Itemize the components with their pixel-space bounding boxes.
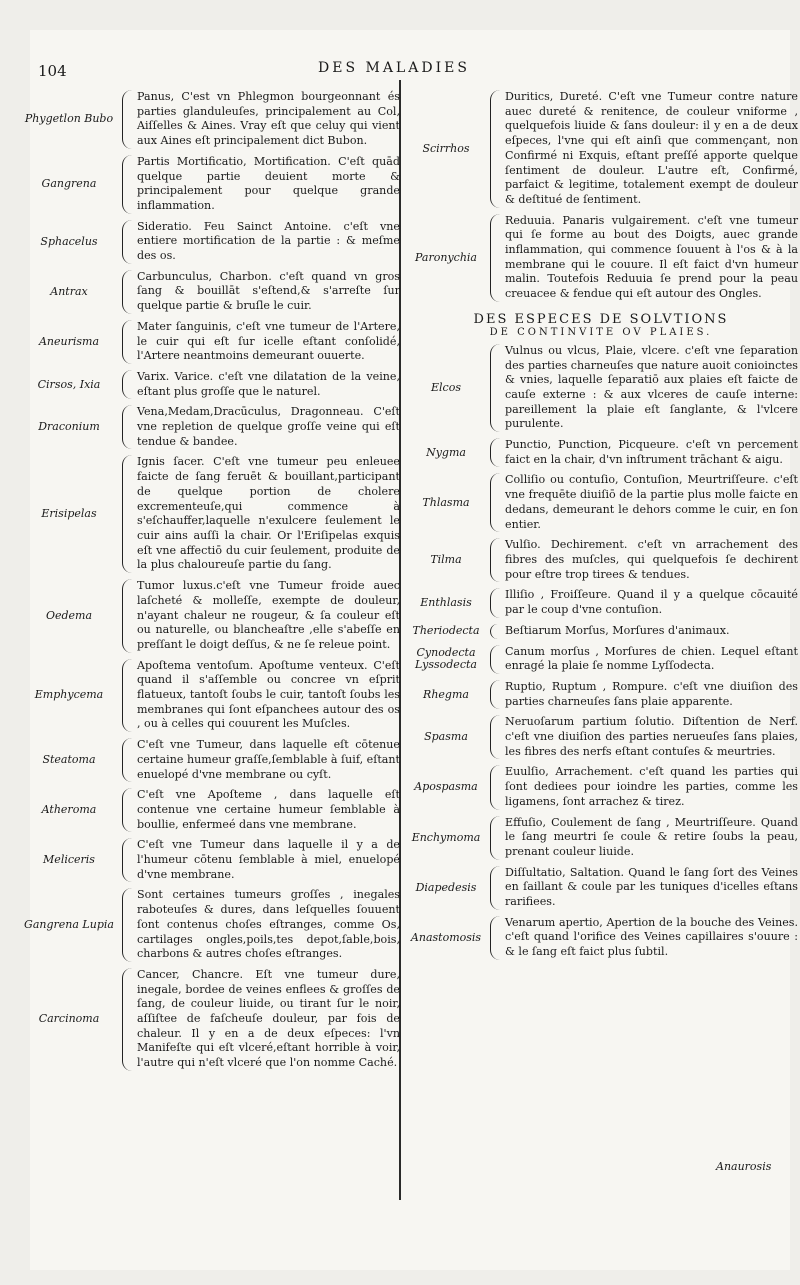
entry-definition: Tumor luxus.c'eſt vne Tumeur froide auec laſcheté & molleſſe, exempte de douleur, n'ayant chaleur ne rougeur, & ſa couleur eſt ou naturelle, ou blancheaſtre ,elle s'abeſſe en preſſant le doigt deſſus, & ne ſe releue point. [137, 579, 400, 651]
entry-definition: Partis Mortificatio, Mortification. C'eſt quād quelque partie deuient morte & principalement pour quelque grande inflammation. [137, 154, 400, 212]
entry-definition: Punctio, Punction, Picqueure. c'eſt vn percement faict en la chair, d'vn inſtrument trāchant & aigu. [505, 438, 798, 466]
brace-mark [122, 579, 133, 653]
glossary-entry [404, 538, 798, 582]
entry-definition: Reduuia. Panaris vulgairement. c'eſt vne tumeur qui ſe forme au bout des Doigts, auec grande inflammation, qui commence ſouuent à l'os & à la membrane qui le couure. Il eſt faict d'vn humeur malin. Toutefois Reduuia ſe prend pour la peau creuacee & fendue qui eſt autour des Ongles. [505, 213, 798, 301]
entry-definition: Effuſio, Coulement de ſang , Meurtriſſeure. Quand le ſang meurtri ſe coule & retire ſoubs la peau, prenant couleur liuide. [505, 815, 798, 858]
entry-term: Enchymoma [411, 830, 481, 844]
glossary-entry [404, 473, 798, 532]
entry-definition: C'eſt vne Apoſteme , dans laquelle eſt contenue vne certaine humeur ſemblable à boullie, enfermeé dans vne membrane. [137, 788, 400, 831]
entry-definition: Panus, C'est vn Phlegmon bourgeonnant és parties glanduleuſes, principalement au Col, Aiſſelles & Aines. Vray eſt que celuy qui vient aux Aines eſt principalement dict Bubon. [137, 90, 400, 148]
entry-term: Thlasma [422, 495, 470, 509]
section-subtitle: DE CONTINVITE OV PLAIES. [489, 326, 713, 338]
glossary-entry [18, 888, 400, 962]
entry-term: Erisipelas [41, 507, 97, 521]
entry-definition: Beſtiarum Morſus, Morſures d'animaux. [505, 623, 730, 637]
entry-definition: Vulnus ou vlcus, Plaie, vlcere. c'eſt vne ſeparation des parties charneuſes que nature auoit conioinctes & vnies, laquelle ſeparatiō aux plaies eſt faicte de cauſe externe : & aux vlceres de cauſe interne: pareillement la plaie eſt ſanglante, & l'vlcere purulente. [505, 343, 798, 431]
entry-term: Emphycema [34, 688, 104, 702]
entry-definition: Mater ſanguinis, c'eſt vne tumeur de l'Artere, le cuir qui eſt ſur icelle eſtant conſolidé, l'Artere neantmoins demeurant ouuerte. [137, 319, 400, 363]
entry-definition: Vena,Medam,Dracūculus, Dragonneau. C'eſt vne repletion de quelque groſſe veine qui eſt tendue & bandee. [137, 405, 400, 448]
brace-mark [490, 214, 501, 302]
brace-mark [490, 90, 501, 208]
brace-mark [490, 538, 501, 582]
glossary-entry [18, 270, 400, 314]
glossary-entry [18, 220, 400, 264]
entry-definition: Venarum apertio, Apertion de la bouche des Veines. c'eſt quand l'orifice des Veines capillaires s'ouure : & le ſang eſt faict plus ſubtil. [505, 915, 798, 959]
brace-mark [490, 588, 501, 617]
brace-mark [490, 916, 501, 960]
entry-term: Cynodecta Lyssodecta [415, 646, 477, 672]
glossary-entry [404, 624, 798, 639]
left-column [18, 90, 400, 1077]
right-column [404, 90, 798, 966]
entry-definition: Diſſultatio, Saltation. Quand le ſang ſort des Veines en ſaillant & coule par les tuniques d'icelles eſtans rarifiees. [505, 865, 798, 909]
brace-mark [490, 344, 501, 432]
brace-mark [122, 968, 133, 1071]
glossary-entry [18, 659, 400, 733]
glossary-entry [404, 715, 798, 759]
entry-definition: Vulſio. Dechirement. c'eſt vn arrachement des fibres des muſcles, qui quelquefois ſe dechirent pour eſtre trop tirees & tendues. [505, 538, 798, 581]
brace-mark [490, 765, 501, 809]
brace-mark [490, 438, 501, 467]
glossary-entry [18, 155, 400, 214]
entry-term: Draconium [38, 420, 100, 434]
catchword: Anaurosis [716, 1160, 772, 1173]
entry-term: Apospasma [414, 780, 478, 794]
glossary-entry [18, 370, 400, 399]
brace-mark [490, 473, 501, 532]
entry-term: Enthlasis [420, 596, 472, 610]
entry-term: Oedema [45, 608, 93, 622]
glossary-entry [18, 968, 400, 1071]
glossary-entry [18, 738, 400, 782]
glossary-entry [404, 344, 798, 432]
brace-mark [122, 320, 133, 364]
glossary-entry [18, 455, 400, 573]
glossary-entry [18, 788, 400, 832]
brace-mark [490, 645, 501, 674]
glossary-entry [404, 214, 798, 302]
glossary-entry [404, 680, 798, 709]
brace-mark [122, 738, 133, 782]
entry-term: Cirsos, Ixia [37, 377, 101, 391]
glossary-entry [18, 579, 400, 653]
entry-term: Rhegma [423, 687, 469, 701]
brace-mark [490, 816, 501, 860]
entry-definition: Sideratio. Feu Sainct Antoine. c'eſt vne entiere mortification de la partie : & meſme des os. [137, 219, 400, 263]
glossary-entry [404, 438, 798, 467]
entry-definition: Colliſio ou contuſio, Contuſion, Meurtriſſeure. c'eſt vne frequēte diuiſiō de la partie plus molle faicte en dedans, demeurant le dehors comme le cuir, en ſon entier. [505, 473, 798, 531]
brace-mark [122, 405, 133, 449]
brace-mark [490, 715, 501, 759]
entry-definition: Apoſtema ventoſum. Apoſtume venteux. C'eſt quand il s'aſſemble ou concree vn eſprit flatueux, tantoſt ſoubs le cuir, tantoſt ſoubs les membranes qui ſont eſpanchees autour des os , ou à celles qui couurent les Muſcles. [137, 658, 400, 731]
brace-mark [122, 838, 133, 882]
entry-term: Spasma [424, 730, 468, 744]
entry-term: Atheroma [41, 803, 97, 817]
glossary-entry [404, 916, 798, 960]
glossary-entry [404, 866, 798, 910]
entry-term: Tilma [430, 553, 462, 567]
right-entries-top [404, 90, 798, 302]
entry-definition: Carbunculus, Charbon. c'eſt quand vn gros ſang & bouillāt s'eſtend,& s'arreſte ſur quelque partie & bruſle le cuir. [137, 269, 400, 313]
glossary-entry [404, 816, 798, 860]
glossary-entry [404, 588, 798, 617]
glossary-entry [18, 405, 400, 449]
entry-definition: C'eſt vne Tumeur, dans laquelle eſt cōtenue certaine humeur graſſe,ſemblable à ſuif, eſtant enuelopé d'vne membrane ou cyſt. [137, 738, 400, 781]
glossary-entry [18, 90, 400, 149]
brace-mark [122, 659, 133, 733]
entry-definition: Euulſio, Arrachement. c'eſt quand les parties qui ſont dediees pour ioindre les parties, comme les ligamens, ſont arrachez & tirez. [505, 765, 798, 808]
brace-mark [122, 90, 133, 149]
entry-definition: Ignis ſacer. C'eſt vne tumeur peu enleuee faicte de ſang feruēt & bouillant,participant de quelque portion de cholere excrementeuſe,qui commence à s'eſchauffer,laquelle n'exulcere ſeulement le cuir ains auſſi la chair. Or l'Eriſipelas exquis eſt vne affectiō du cuir ſeulement, produite de la plus chaloureuſe partie du ſang. [137, 455, 400, 572]
entry-term: Aneurisma [38, 334, 100, 348]
entry-term: Anastomosis [410, 930, 482, 944]
glossary-entry [404, 645, 798, 674]
brace-mark [122, 220, 133, 264]
section-title: DES ESPECES DE SOLVTIONS [473, 311, 729, 327]
brace-mark [122, 888, 133, 962]
entry-definition: Duritics, Dureté. C'eſt vne Tumeur contre nature auec dureté & renitence, de couleur vniforme , quelquefois liuide & ſans douleur: il y en a de deux eſpeces, l'vne qui eſt ainſi que commençant, non Confirmé ni Exquis, eſtant preſſé apporte quelque ſentiment de douleur. L'autre eſt, Confirmé, parfaict & legitime, totalement exempt de douleur & deſtitué de ſentiment. [505, 90, 798, 206]
entry-term: Meliceris [43, 853, 95, 867]
entry-term: Diapedesis [415, 880, 477, 894]
brace-mark [122, 270, 133, 314]
entry-definition: Canum morſus , Morſures de chien. Lequel eſtant enragé la plaie ſe nomme Lyſſodecta. [505, 644, 798, 673]
entry-term: Scirrhos [422, 141, 470, 155]
page-number: 104 [38, 62, 67, 80]
entry-definition: Varix. Varice. c'eſt vne dilatation de la veine, eſtant plus groſſe que le naturel. [137, 369, 400, 398]
entry-term: Nygma [426, 445, 466, 459]
entry-term: Elcos [431, 380, 461, 394]
brace-mark [122, 788, 133, 832]
entry-term: Gangrena Lupia [24, 918, 114, 932]
brace-mark [490, 680, 501, 709]
entry-definition: Cancer, Chancre. Eſt vne tumeur dure, inegale, bordee de veines enflees & groſſes de ſang, de couleur liuide, ou tirant ſur le noir, aſſiſtee de faſcheuſe douleur, par fois de chaleur. Il y en a de deux eſpeces: l'vn Manifeſte qui eſt vlceré,eſtant horrible à voir, l'autre qui n'eſt vlceré que l'on nomme Caché. [137, 967, 400, 1070]
entry-definition: Neruoſarum partium ſolutio. Diſtention de Nerf. c'eſt vne diuiſion des parties nerueuſes ſans plaies, les fibres des nerfs eſtant contuſes & meurtries. [505, 715, 798, 758]
brace-mark [490, 624, 501, 639]
entry-definition: Sont certaines tumeurs groſſes , inegales raboteuſes & dures, dans leſquelles ſouuent ſont contenus choſes eſtranges, comme Os, cartilages ongles,poils,tes depot,ſable,bois, charbons & autres choſes eſtranges. [137, 888, 400, 961]
running-title: DES MALADIES [318, 60, 470, 76]
glossary-entry [404, 765, 798, 809]
entry-term: Gangrena [41, 177, 97, 191]
entry-term: Steatoma [42, 753, 96, 767]
entry-term: Phygetlon Bubo [24, 112, 114, 126]
brace-mark [122, 155, 133, 214]
glossary-entry [404, 90, 798, 208]
entry-term: Antrax [50, 284, 88, 298]
entry-definition: Ruptio, Ruptum , Rompure. c'eſt vne diuiſion des parties charneuſes ſans plaie apparente. [505, 679, 798, 708]
brace-mark [490, 866, 501, 910]
glossary-entry [18, 838, 400, 882]
entry-term: Theriodecta [412, 624, 480, 638]
glossary-entry [18, 320, 400, 364]
right-entries-bottom [404, 344, 798, 960]
entry-term: Paronychia [415, 250, 477, 264]
brace-mark [122, 370, 133, 399]
entry-definition: Illiſio , Froiſſeure. Quand il y a quelque cōcauité par le coup d'vne contuſion. [505, 588, 798, 617]
entry-term: Sphacelus [40, 234, 98, 248]
entry-definition: C'eſt vne Tumeur dans laquelle il y a de l'humeur cōtenu ſemblable à miel, enuelopé d'vne membrane. [137, 838, 400, 881]
entry-term: Carcinoma [38, 1012, 100, 1026]
brace-mark [122, 455, 133, 573]
